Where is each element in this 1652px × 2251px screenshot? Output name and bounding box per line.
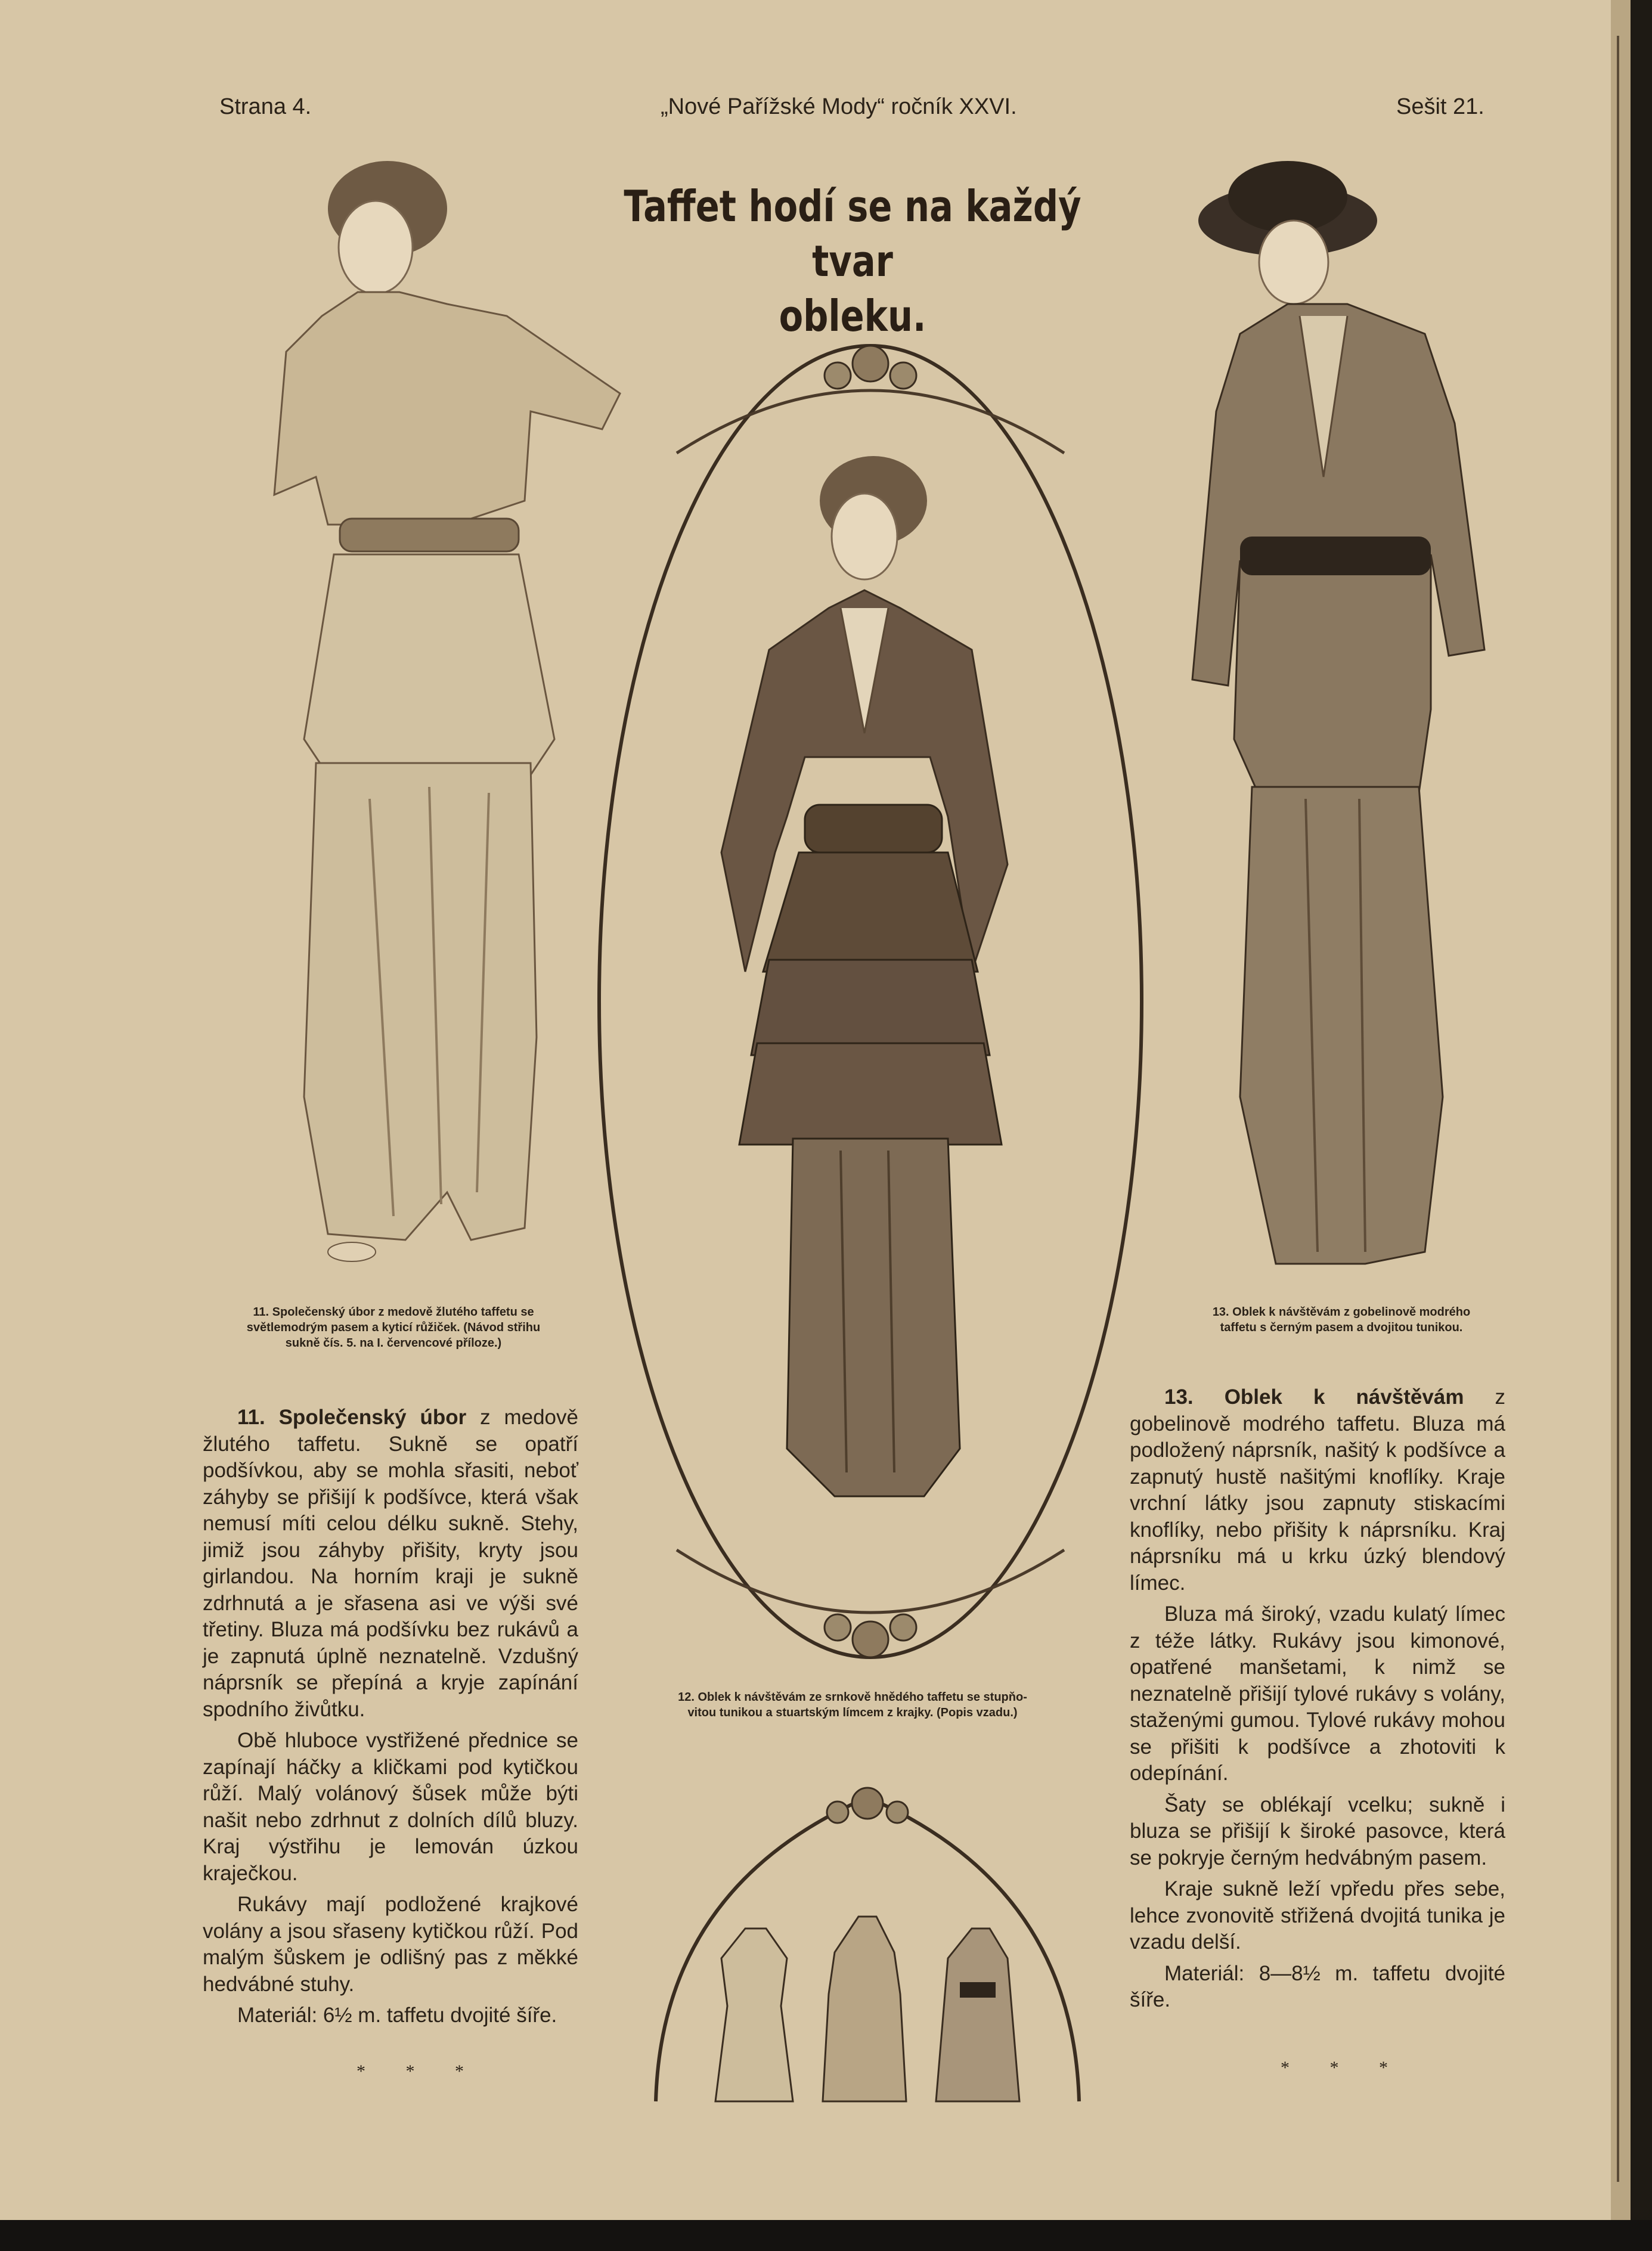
title-line-2: obleku. xyxy=(779,291,926,341)
article-13-text: z gobelinově modrého taffetu. Bluza má podložený náprsník, našitý k podšívce a zapnutý hustě našitými knoflíky. Kraje vrchní látky jsou zapnuty stiskacími knoflíky, nebo přišity k náprsníku. Kraj náprsníku má u krku úzký blendový límec. xyxy=(1130,1385,1505,1595)
article-11-para-1 xyxy=(203,1404,578,1723)
title-line-1: Taffet hodí se na každý tvar xyxy=(624,181,1081,286)
fashion-figure-12 xyxy=(686,435,1055,1568)
article-13 xyxy=(1130,1384,1505,2019)
article-11-para-4: Materiál: 6½ m. taffetu dvojité šíře. xyxy=(237,2004,557,2027)
article-11-para-3: Rukávy mají podložené krajkové volány a jsou sřaseny kytičkou růží. Pod malým šůskem je odlišný pas z měkké hedvábné stuhy. xyxy=(203,1893,578,1996)
article-13-para-4: Kraje sukně leží vpředu přes sebe, lehce zvonovitě střižená dvojitá tunika je vzadu delší. xyxy=(1130,1877,1505,1954)
caption-11-line: 11. Společenský úbor z medově žlutého taffetu se xyxy=(253,1306,534,1319)
ornament-stars: * * * xyxy=(357,2061,482,2081)
article-13-lead: 13. Oblek k návštěvám xyxy=(1164,1385,1464,1409)
binding-line xyxy=(1617,36,1619,2182)
page-edge xyxy=(1611,0,1631,2220)
article-11-lead: 11. Společenský úbor xyxy=(237,1406,467,1429)
article-11-text: z medově žlutého taffetu. Sukně se opatří podšívkou, aby se mohla sřasiti, neboť záhyby se přišijí k podšívce, která však nemusí míti celou délku sukně. Stehy, jimiž jsou záhyby přišity, kryty jsou girlandou. Na horním kraji je sukně zdrhnutá a je sřasena asi ve výši své třetiny. Bluza má podšívku bez rukávů a je zapnutá úplně neznatelně. Vzdušný náprsník se přepíná a kryje zapínání spodního živůtku. xyxy=(203,1406,578,1721)
caption-13 xyxy=(1139,1304,1544,1335)
caption-12 xyxy=(596,1689,1109,1720)
fashion-figure-11 xyxy=(250,143,632,1288)
caption-11-line: sukně čís. 5. na I. červencové příloze.) xyxy=(285,1337,502,1350)
caption-12-line: vitou tunikou a stuartským límcem z krajky. (Popis vzadu.) xyxy=(687,1706,1018,1719)
caption-11-line: světlemodrým pasem a kyticí růžiček. (Návod střihu xyxy=(246,1321,541,1334)
article-13-para-1 xyxy=(1130,1384,1505,1596)
caption-12-line: 12. Oblek k návštěvám ze srnkově hnědého taffetu se stupňo- xyxy=(678,1691,1027,1704)
running-title: „Nové Pařížské Mody“ ročník XXVI. xyxy=(661,94,1017,119)
article-11 xyxy=(203,1404,578,2034)
scan-border xyxy=(0,2220,1652,2251)
article-11-para-2: Obě hluboce vystřižené přednice se zapínají háčky a kličkami pod kytičkou růží. Malý volánový šůsek může býti našit nebo zdrhnut z dolních dílů bluzy. Kraj výstřihu je lemován úzkou kraječkou. xyxy=(203,1729,578,1885)
fashion-figure-13 xyxy=(1169,143,1502,1294)
page-title xyxy=(623,179,1083,343)
caption-11 xyxy=(191,1304,596,1351)
page-number: Strana 4. xyxy=(219,94,312,119)
article-13-para-2: Bluza má široký, vzadu kulatý límec z téže látky. Rukávy jsou kimonové, opatřené manšetami, k nimž se neznatelně přišijí tylové rukávy s volány, staženými gumou. Tylové rukávy mohou se přišiti k podšívce a zhotoviti k odepínání. xyxy=(1130,1602,1505,1785)
back-view-sketches xyxy=(638,1779,1097,2113)
caption-13-line: taffetu s černým pasem a dvojitou tunikou. xyxy=(1220,1321,1463,1334)
article-13-para-3: Šaty se oblékají vcelku; sukně i bluza se přišijí k široké pasovce, která se pokryje černým hedvábným pasem. xyxy=(1130,1793,1505,1869)
caption-13-line: 13. Oblek k návštěvám z gobelinově modrého xyxy=(1212,1306,1471,1319)
issue-number: Sešit 21. xyxy=(1396,94,1484,119)
ornament-stars: * * * xyxy=(1281,2058,1406,2078)
article-13-para-5: Materiál: 8—8½ m. taffetu dvojité šíře. xyxy=(1130,1961,1505,2011)
